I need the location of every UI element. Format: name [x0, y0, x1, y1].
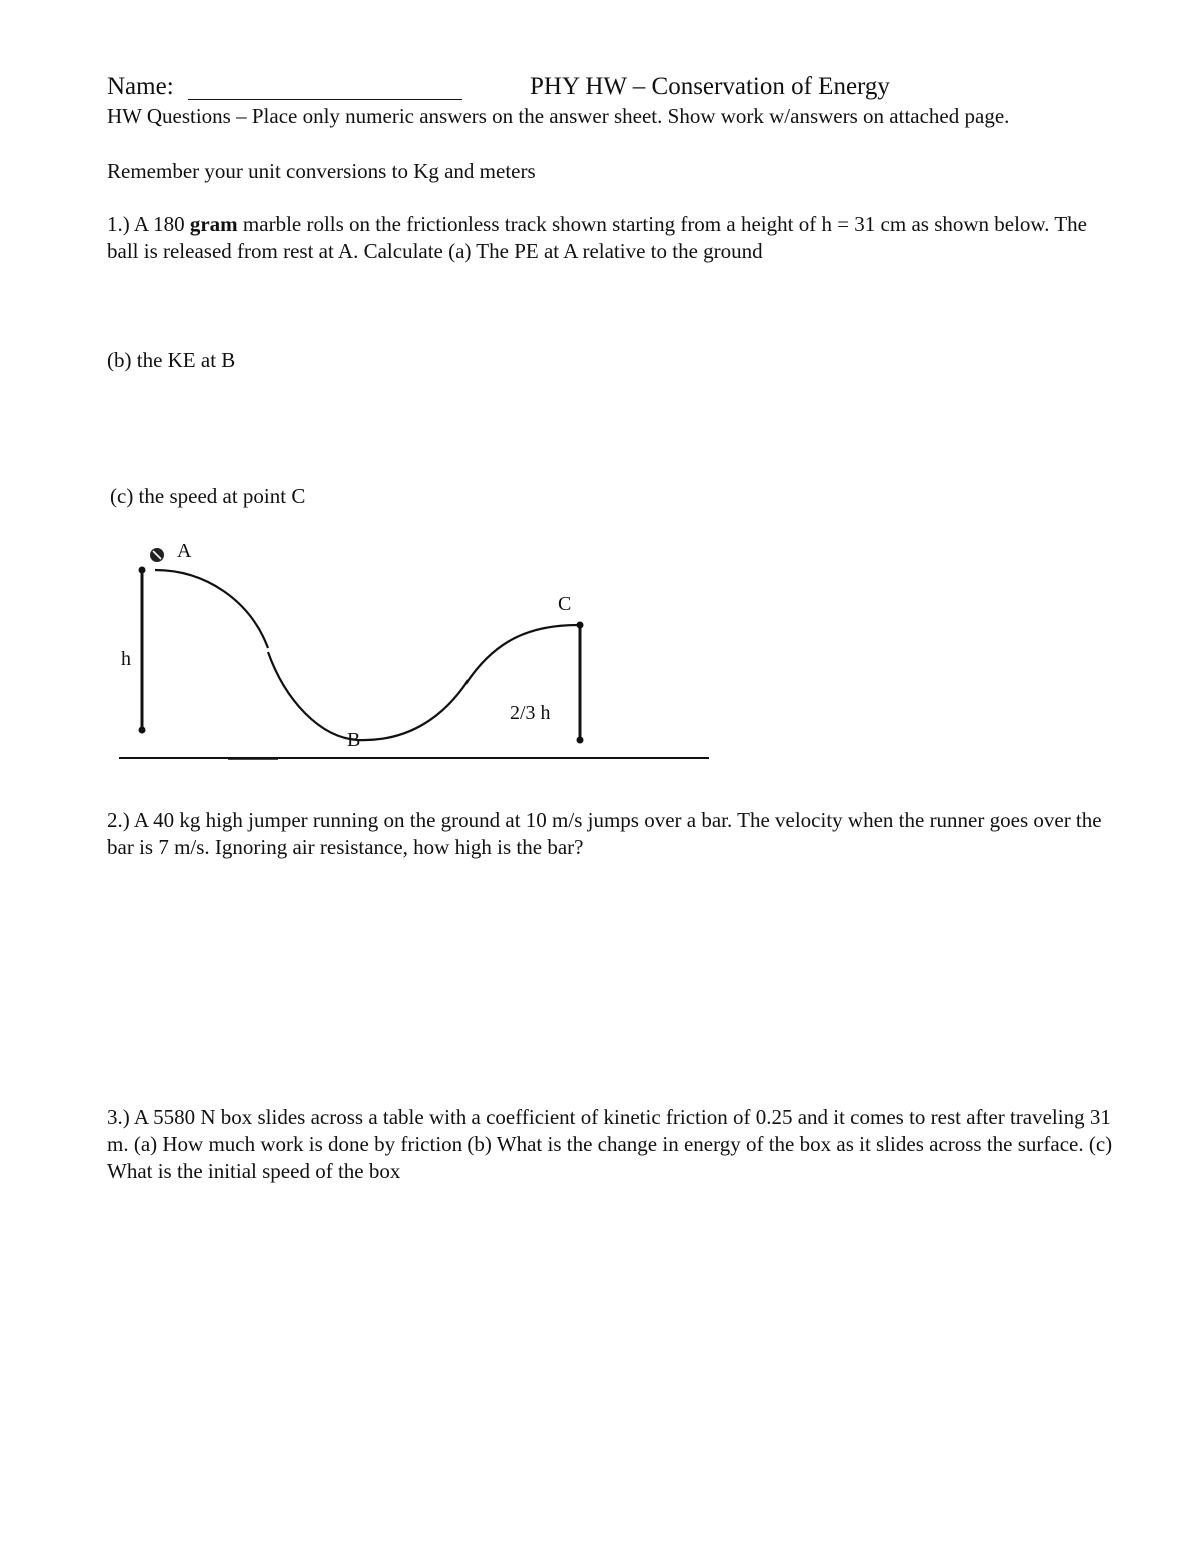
- point-b-label: B: [347, 729, 361, 751]
- height-h-top-dot: [139, 567, 146, 574]
- point-c-label: C: [558, 593, 572, 615]
- question-1-mass-unit: gram: [189, 212, 238, 236]
- question-3-text: 3.) A 5580 N box slides across a table with a coefficient of kinetic friction of 0.25 and it comes to rest after traveling 31 m. (a) How much work is done by friction (b) What is the change in energy of the box as it slides across the surface. (c) What is the initial speed of the box: [107, 1105, 1113, 1183]
- instructions-text: HW Questions – Place only numeric answers on the answer sheet. Show work w/answers on attached page.: [107, 104, 1010, 128]
- track-rise-upper: [466, 625, 578, 684]
- worksheet-title: PHY HW – Conservation of Energy: [530, 73, 890, 100]
- question-1-part-c: (c) the speed at point C: [110, 484, 306, 508]
- question-1-prefix: 1.) A 180: [107, 212, 190, 236]
- track-descent-upper: [155, 570, 268, 648]
- height-two-thirds-bottom-dot: [577, 737, 584, 744]
- name-label: Name:: [107, 73, 174, 100]
- question-1-body: marble rolls on the frictionless track shown starting from a height of h = 31 cm as shown below. The ball is released from rest at A. Calculate (a) The PE at A relative to the ground: [107, 212, 1088, 263]
- height-h-bottom-dot: [139, 727, 146, 734]
- point-a-label: A: [177, 540, 192, 562]
- height-two-thirds-label: 2/3 h: [510, 702, 551, 724]
- question-1-part-b: (b) the KE at B: [107, 348, 236, 372]
- track-rise-lower: [358, 680, 468, 740]
- height-h-label: h: [121, 648, 131, 670]
- track-descent-lower: [268, 652, 358, 740]
- question-2-text: 2.) A 40 kg high jumper running on the ground at 10 m/s jumps over a bar. The velocity when the runner goes over the bar is 7 m/s. Ignoring air resistance, how high is the bar?: [107, 808, 1102, 859]
- unit-reminder-text: Remember your unit conversions to Kg and meters: [107, 159, 536, 183]
